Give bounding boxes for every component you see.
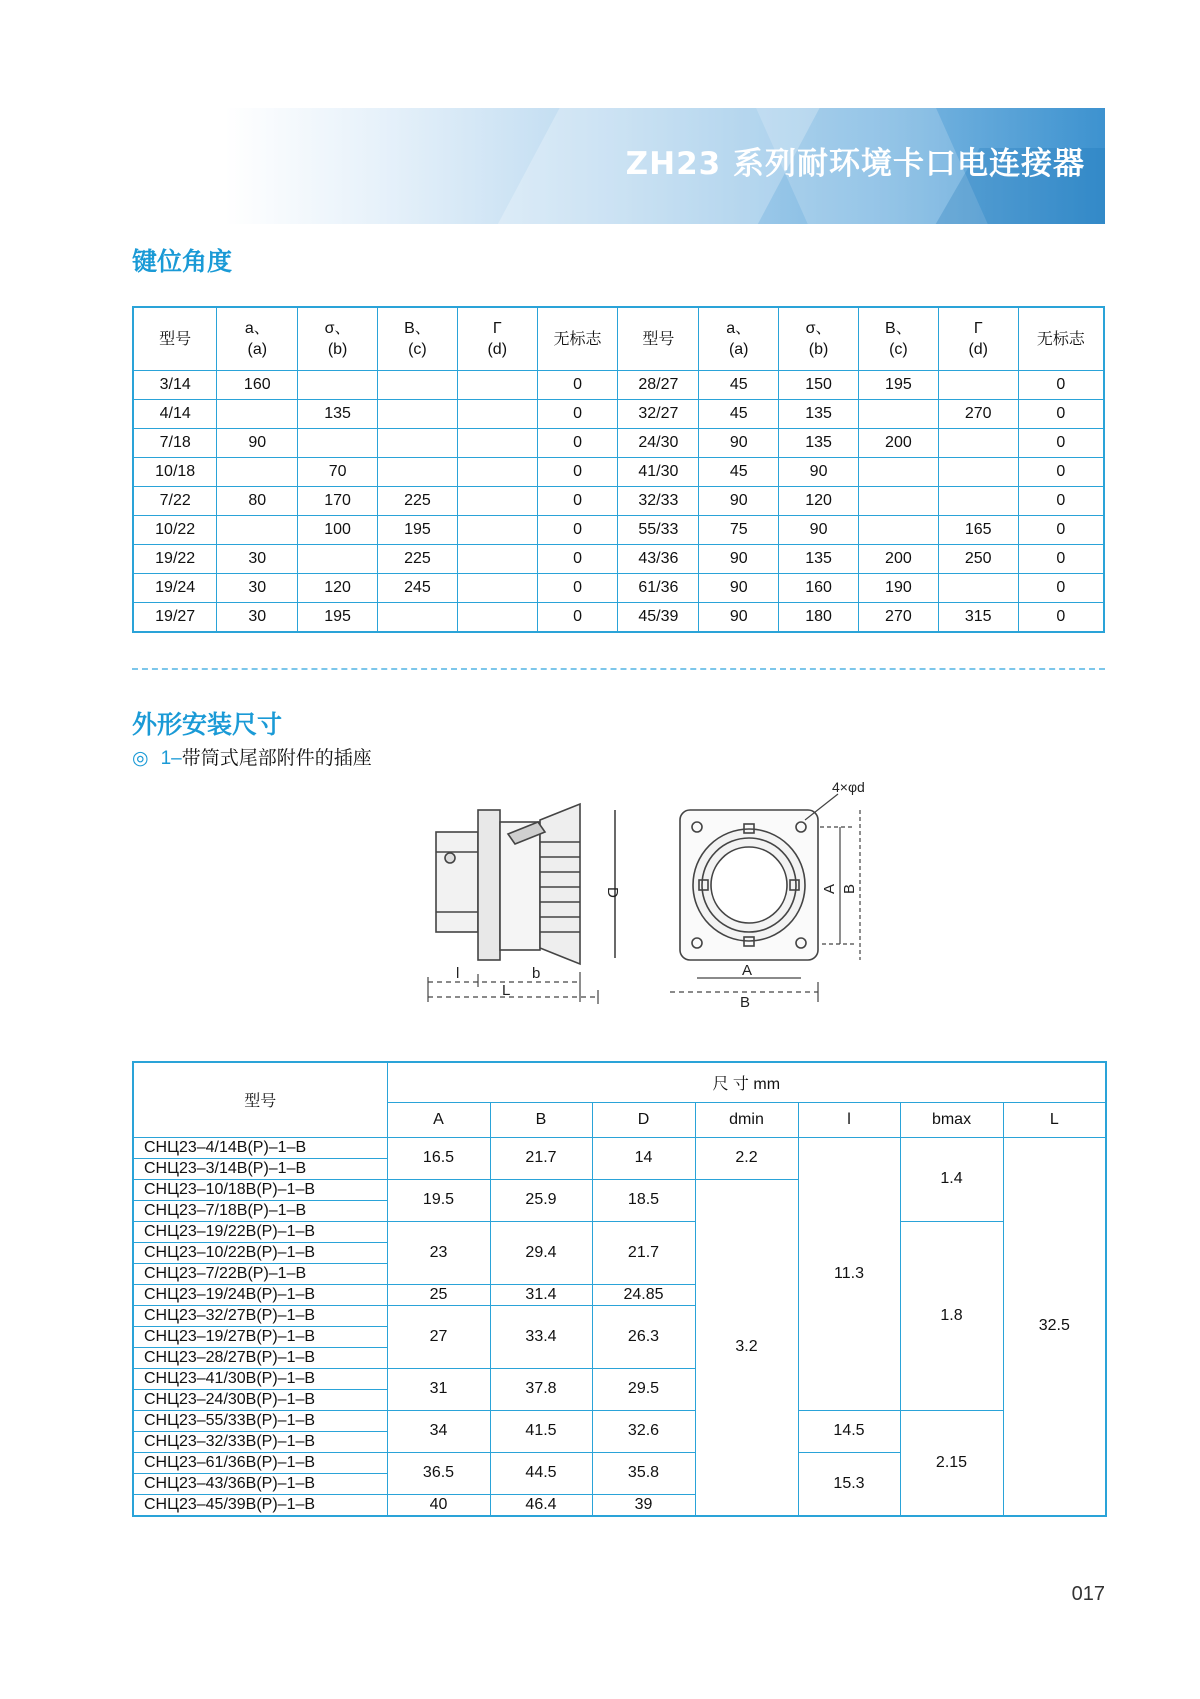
angle-cell: 0 — [537, 429, 618, 458]
column-header-L: L — [1003, 1102, 1106, 1137]
keying-column-header — [618, 307, 699, 371]
header-line: B、 — [404, 320, 431, 337]
model-cell: 61/36 — [618, 574, 699, 603]
table-row — [133, 400, 1104, 429]
value-cell-bmax: 1.4 — [900, 1137, 1003, 1221]
angle-cell: 160 — [779, 574, 859, 603]
angle-cell: 0 — [537, 574, 618, 603]
table-row — [133, 1410, 1106, 1431]
angle-cell: 0 — [537, 458, 618, 487]
dimensions-header-row — [133, 1062, 1106, 1102]
angle-cell — [457, 603, 537, 633]
model-cell: 4/14 — [133, 400, 217, 429]
column-header-A: A — [387, 1102, 490, 1137]
dim-label-A-vertical: A — [821, 883, 838, 894]
angle-cell — [858, 458, 938, 487]
model-cell: СНЦ23–61/36В(Р)–1–В — [133, 1452, 387, 1473]
model-cell: 55/33 — [618, 516, 699, 545]
angle-cell: 90 — [699, 603, 779, 633]
model-cell: СНЦ23–19/24В(Р)–1–В — [133, 1284, 387, 1305]
angle-cell: 200 — [858, 429, 938, 458]
angle-cell: 120 — [779, 487, 859, 516]
dim-label-D: D — [604, 887, 621, 898]
angle-cell: 90 — [779, 458, 859, 487]
value-cell-A: 16.5 — [387, 1137, 490, 1179]
value-cell-D: 32.6 — [592, 1410, 695, 1452]
value-cell-bmax: 1.8 — [900, 1221, 1003, 1410]
model-cell: СНЦ23–45/39В(Р)–1–В — [133, 1494, 387, 1516]
angle-cell — [457, 371, 537, 400]
value-cell-A: 36.5 — [387, 1452, 490, 1494]
dim-label-b: b — [532, 965, 541, 982]
subsection-heading — [132, 743, 372, 770]
dim-label-L: L — [502, 982, 511, 999]
value-cell-A: 31 — [387, 1368, 490, 1410]
dim-label-B-vertical: B — [841, 883, 858, 894]
model-cell: 41/30 — [618, 458, 699, 487]
model-cell: 19/27 — [133, 603, 217, 633]
angle-cell: 135 — [779, 545, 859, 574]
angle-cell — [378, 400, 458, 429]
angle-cell: 160 — [217, 371, 298, 400]
value-cell-D: 21.7 — [592, 1221, 695, 1284]
model-cell: 43/36 — [618, 545, 699, 574]
angle-cell: 0 — [1018, 487, 1104, 516]
dim-label-l: l — [456, 965, 460, 982]
size-group-header: 尺 寸 mm — [387, 1062, 1106, 1102]
angle-cell: 270 — [938, 400, 1018, 429]
column-header-dmin: dmin — [695, 1102, 798, 1137]
angle-cell: 135 — [779, 400, 859, 429]
model-cell: 32/27 — [618, 400, 699, 429]
column-header-l: l — [798, 1102, 900, 1137]
angle-cell — [298, 371, 378, 400]
value-cell-A: 40 — [387, 1494, 490, 1516]
model-cell: СНЦ23–10/18В(Р)–1–В — [133, 1179, 387, 1200]
angle-cell: 0 — [1018, 458, 1104, 487]
keying-column-header — [858, 307, 938, 371]
header-line: a、 — [726, 320, 752, 337]
model-cell: СНЦ23–3/14В(Р)–1–В — [133, 1158, 387, 1179]
angle-cell — [378, 603, 458, 633]
header-line: 无标志 — [1036, 330, 1085, 348]
angle-cell: 90 — [217, 429, 298, 458]
angle-cell: 250 — [938, 545, 1018, 574]
value-cell-D: 29.5 — [592, 1368, 695, 1410]
angle-cell — [858, 400, 938, 429]
dimensions-table — [132, 1061, 1107, 1517]
value-cell-dmin: 2.2 — [695, 1137, 798, 1179]
angle-cell: 200 — [858, 545, 938, 574]
angle-cell: 170 — [298, 487, 378, 516]
value-cell-A: 23 — [387, 1221, 490, 1284]
angle-cell: 80 — [217, 487, 298, 516]
header-sub-line: (c) — [408, 341, 427, 358]
column-header-D: D — [592, 1102, 695, 1137]
value-cell-D: 35.8 — [592, 1452, 695, 1494]
header-line: a、 — [244, 320, 270, 337]
angle-cell — [858, 487, 938, 516]
angle-cell: 90 — [699, 574, 779, 603]
model-column-header: 型号 — [133, 1062, 387, 1137]
table-row — [133, 516, 1104, 545]
table-row — [133, 371, 1104, 400]
page-number: 017 — [1071, 1583, 1105, 1605]
value-cell-A: 27 — [387, 1305, 490, 1368]
value-cell-B: 29.4 — [490, 1221, 592, 1284]
header-line: B、 — [885, 320, 912, 337]
angle-cell: 30 — [217, 603, 298, 633]
keying-column-header — [217, 307, 298, 371]
angle-cell — [378, 458, 458, 487]
angle-cell: 225 — [378, 487, 458, 516]
angle-cell — [938, 574, 1018, 603]
table-row — [133, 574, 1104, 603]
model-cell: СНЦ23–43/36В(Р)–1–В — [133, 1473, 387, 1494]
side-dimension-lines — [428, 972, 598, 1004]
angle-cell: 165 — [938, 516, 1018, 545]
model-cell: 24/30 — [618, 429, 699, 458]
angle-cell: 0 — [537, 516, 618, 545]
value-cell-l: 14.5 — [798, 1410, 900, 1452]
model-cell: 45/39 — [618, 603, 699, 633]
model-cell: СНЦ23–28/27В(Р)–1–В — [133, 1347, 387, 1368]
dimensions-section-title: 外形安装尺寸 — [132, 710, 283, 739]
angle-cell — [457, 400, 537, 429]
angle-cell: 70 — [298, 458, 378, 487]
angle-cell: 0 — [537, 371, 618, 400]
table-row — [133, 458, 1104, 487]
model-cell: СНЦ23–10/22В(Р)–1–В — [133, 1242, 387, 1263]
keying-column-header — [378, 307, 458, 371]
front-view — [680, 810, 818, 960]
keying-column-header — [699, 307, 779, 371]
angle-cell: 270 — [858, 603, 938, 633]
value-cell-B: 41.5 — [490, 1410, 592, 1452]
angle-cell: 190 — [858, 574, 938, 603]
model-cell: 10/22 — [133, 516, 217, 545]
header-sub-line: (b) — [808, 341, 829, 358]
value-cell-B: 25.9 — [490, 1179, 592, 1221]
keying-table-header — [133, 307, 1104, 371]
header-line: σ、 — [805, 320, 832, 337]
keying-section-title: 键位角度 — [132, 247, 233, 276]
angle-cell — [938, 487, 1018, 516]
angle-cell — [938, 429, 1018, 458]
value-cell-D: 14 — [592, 1137, 695, 1179]
table-row — [133, 487, 1104, 516]
keying-column-header — [457, 307, 537, 371]
angle-cell: 30 — [217, 545, 298, 574]
angle-cell: 135 — [298, 400, 378, 429]
table-row — [133, 1137, 1106, 1158]
model-cell: СНЦ23–32/27В(Р)–1–В — [133, 1305, 387, 1326]
value-cell-D: 18.5 — [592, 1179, 695, 1221]
section-divider — [132, 668, 1105, 670]
page-title: ZH23 系列耐环境卡口电连接器 — [625, 146, 1085, 182]
angle-cell — [298, 429, 378, 458]
keying-column-header — [537, 307, 618, 371]
angle-cell: 75 — [699, 516, 779, 545]
angle-cell: 120 — [298, 574, 378, 603]
angle-cell — [457, 487, 537, 516]
angle-cell: 0 — [537, 545, 618, 574]
angle-cell: 30 — [217, 574, 298, 603]
value-cell-bmax: 2.15 — [900, 1410, 1003, 1516]
value-cell-B: 21.7 — [490, 1137, 592, 1179]
angle-cell — [298, 545, 378, 574]
angle-cell: 90 — [699, 487, 779, 516]
model-cell: СНЦ23–19/27В(Р)–1–В — [133, 1326, 387, 1347]
header-line: Γ — [973, 320, 983, 337]
model-cell: 7/18 — [133, 429, 217, 458]
angle-cell — [858, 516, 938, 545]
angle-cell: 45 — [699, 458, 779, 487]
model-cell: 32/33 — [618, 487, 699, 516]
angle-cell — [217, 458, 298, 487]
value-cell-A: 34 — [387, 1410, 490, 1452]
value-cell-B: 33.4 — [490, 1305, 592, 1368]
model-cell: 10/18 — [133, 458, 217, 487]
header-sub-line: (c) — [889, 341, 908, 358]
table-row — [133, 545, 1104, 574]
value-cell-B: 44.5 — [490, 1452, 592, 1494]
angle-cell: 195 — [378, 516, 458, 545]
angle-cell: 315 — [938, 603, 1018, 633]
model-cell: СНЦ23–4/14В(Р)–1–В — [133, 1137, 387, 1158]
angle-cell — [378, 429, 458, 458]
angle-cell — [457, 458, 537, 487]
model-cell: СНЦ23–55/33В(Р)–1–В — [133, 1410, 387, 1431]
angle-cell: 0 — [1018, 603, 1104, 633]
header-sub-line: (d) — [968, 341, 988, 358]
dim-label-A-horizontal: A — [742, 962, 753, 979]
column-header-bmax: bmax — [900, 1102, 1003, 1137]
table-row — [133, 603, 1104, 633]
angle-cell — [217, 400, 298, 429]
angle-cell: 135 — [779, 429, 859, 458]
angle-cell: 45 — [699, 371, 779, 400]
model-cell: СНЦ23–7/22В(Р)–1–В — [133, 1263, 387, 1284]
keying-column-header — [298, 307, 378, 371]
model-cell: СНЦ23–7/18В(Р)–1–В — [133, 1200, 387, 1221]
dim-label-B-horizontal: B — [740, 994, 751, 1011]
model-cell: СНЦ23–24/30В(Р)–1–В — [133, 1389, 387, 1410]
value-cell-l: 11.3 — [798, 1137, 900, 1410]
model-cell: СНЦ23–19/22В(Р)–1–В — [133, 1221, 387, 1242]
angle-cell — [938, 458, 1018, 487]
value-cell-B: 31.4 — [490, 1284, 592, 1305]
angle-cell: 0 — [1018, 545, 1104, 574]
angle-cell — [457, 429, 537, 458]
keying-column-header — [133, 307, 217, 371]
value-cell-B: 46.4 — [490, 1494, 592, 1516]
angle-cell: 150 — [779, 371, 859, 400]
value-cell-dmin: 3.2 — [695, 1179, 798, 1516]
table-row — [133, 429, 1104, 458]
angle-cell: 0 — [537, 487, 618, 516]
model-cell: СНЦ23–32/33В(Р)–1–В — [133, 1431, 387, 1452]
value-cell-D: 39 — [592, 1494, 695, 1516]
model-cell: 19/22 — [133, 545, 217, 574]
angle-cell: 195 — [298, 603, 378, 633]
angle-cell: 45 — [699, 400, 779, 429]
angle-cell: 0 — [1018, 574, 1104, 603]
angle-cell: 0 — [1018, 516, 1104, 545]
value-cell-A: 19.5 — [387, 1179, 490, 1221]
angle-cell: 100 — [298, 516, 378, 545]
angle-cell: 180 — [779, 603, 859, 633]
table-row — [133, 1221, 1106, 1242]
angle-cell: 0 — [537, 400, 618, 429]
keying-column-header — [938, 307, 1018, 371]
value-cell-A: 25 — [387, 1284, 490, 1305]
angle-cell: 245 — [378, 574, 458, 603]
header-sub-line: (a) — [247, 341, 268, 358]
angle-cell: 225 — [378, 545, 458, 574]
header-line: 无标志 — [553, 330, 602, 348]
connector-outline-drawing — [420, 782, 910, 1012]
keying-column-header — [779, 307, 859, 371]
angle-cell: 0 — [537, 603, 618, 633]
value-cell-L: 32.5 — [1003, 1137, 1106, 1516]
side-view — [436, 804, 615, 964]
angle-cell: 90 — [699, 545, 779, 574]
angle-cell: 0 — [1018, 371, 1104, 400]
angle-cell — [457, 516, 537, 545]
header-line: 型号 — [159, 330, 192, 348]
model-cell: 7/22 — [133, 487, 217, 516]
angle-cell: 90 — [699, 429, 779, 458]
value-cell-D: 24.85 — [592, 1284, 695, 1305]
subsection-label: 带筒式尾部附件的插座 — [181, 748, 372, 769]
header-sub-line: (a) — [728, 341, 749, 358]
model-cell: СНЦ23–41/30В(Р)–1–В — [133, 1368, 387, 1389]
value-cell-l: 15.3 — [798, 1452, 900, 1516]
angle-cell — [457, 545, 537, 574]
keying-column-header — [1018, 307, 1104, 371]
header-line: 型号 — [642, 330, 675, 348]
model-cell: 19/24 — [133, 574, 217, 603]
header-line: σ、 — [324, 320, 351, 337]
angle-cell: 0 — [1018, 429, 1104, 458]
angle-cell — [938, 371, 1018, 400]
model-cell: 3/14 — [133, 371, 217, 400]
angle-cell — [217, 516, 298, 545]
angle-cell: 0 — [1018, 400, 1104, 429]
model-cell: 28/27 — [618, 371, 699, 400]
bullet-icon: ◎ — [132, 748, 149, 769]
header-banner — [225, 108, 1105, 224]
keying-angle-table — [132, 306, 1105, 633]
header-line: Γ — [492, 320, 502, 337]
angle-cell: 195 — [858, 371, 938, 400]
angle-cell — [457, 574, 537, 603]
angle-cell: 90 — [779, 516, 859, 545]
dim-label-hole: 4×φd — [832, 782, 865, 795]
subsection-number: 1– — [160, 748, 182, 769]
header-sub-line: (b) — [327, 341, 348, 358]
value-cell-B: 37.8 — [490, 1368, 592, 1410]
column-header-B: B — [490, 1102, 592, 1137]
value-cell-D: 26.3 — [592, 1305, 695, 1368]
angle-cell — [378, 371, 458, 400]
header-sub-line: (d) — [487, 341, 508, 358]
